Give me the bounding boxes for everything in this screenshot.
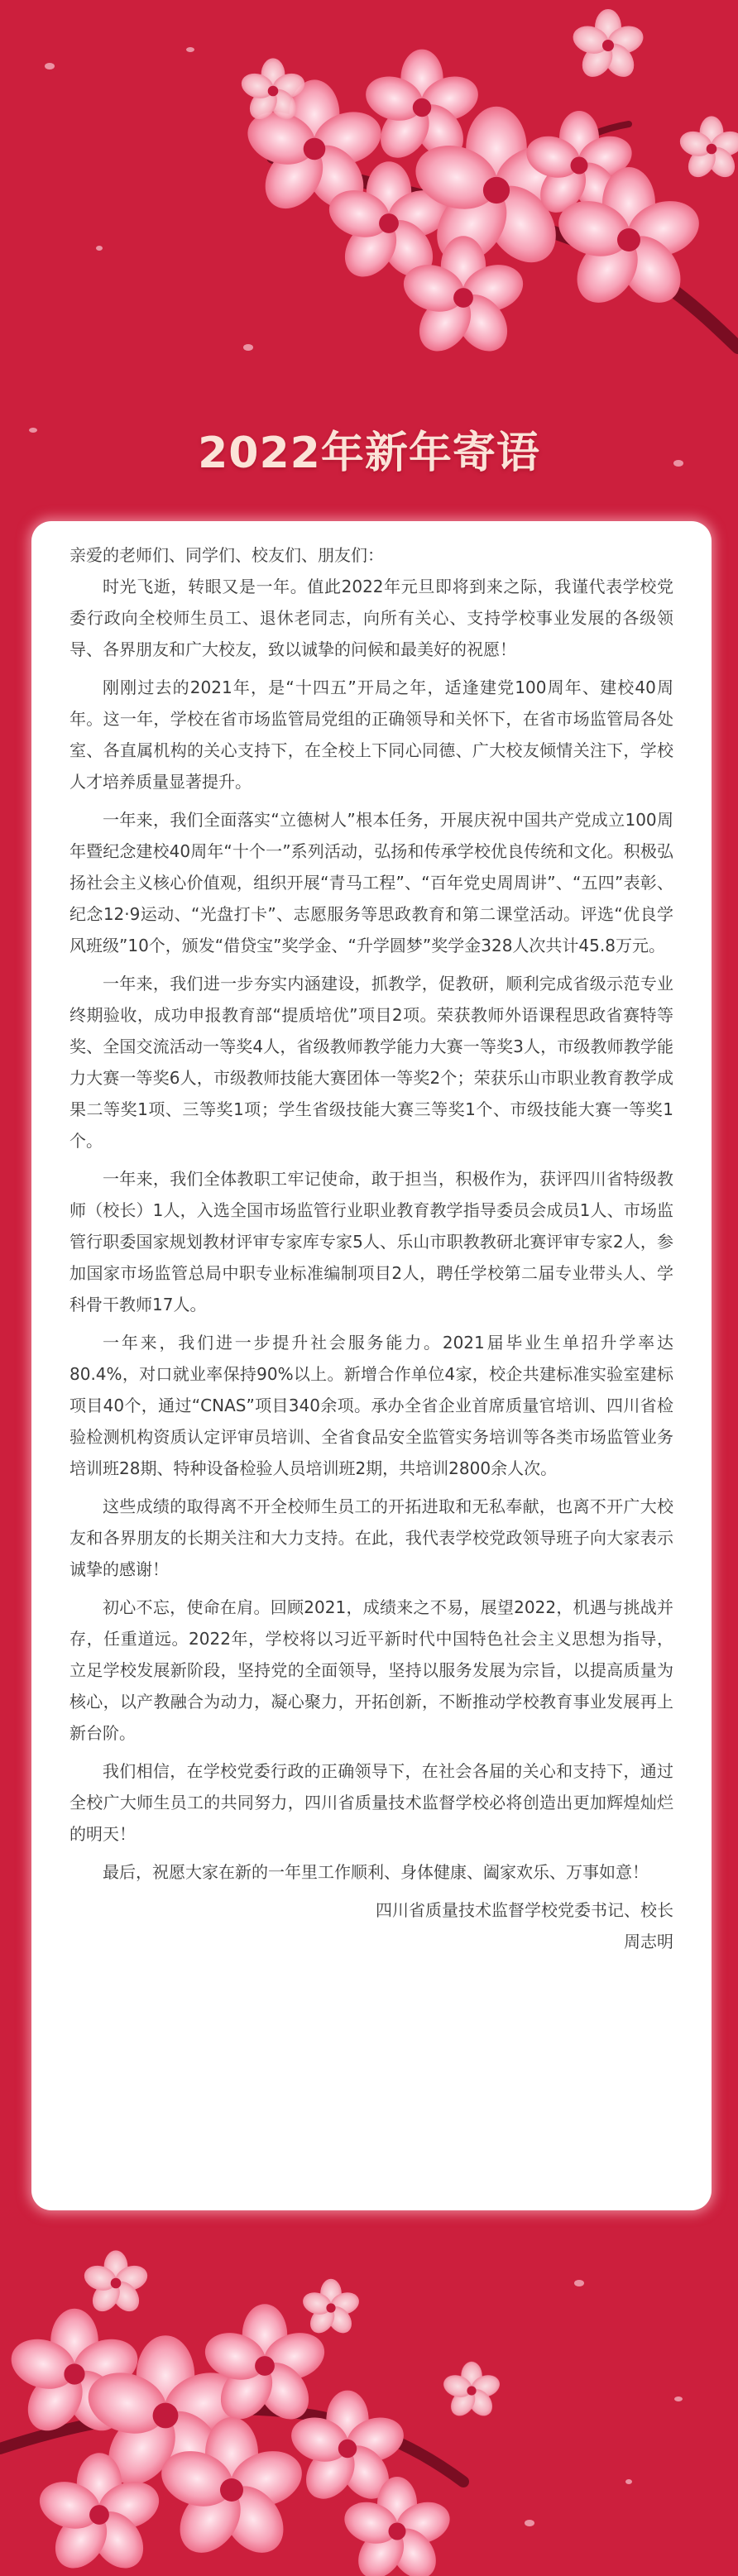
signature-name: 周志明: [624, 1932, 673, 1951]
paragraph: 一年来，我们全体教职工牢记使命，敢于担当，积极作为，获评四川省特级教师（校长）1人，入选全国市场监管行业职业教育教学指导委员会成员1人、市场监管行职委国家规划教材评审专家库专家5人、乐山市职教教研北赛评审专家2人，参加国家市场监管总局中职专业标准编制项目2人，聘任学校第二届专业带头人、学科骨干教师17人。: [69, 1169, 673, 1314]
paragraph: 最后，祝愿大家在新的一年里工作顺利、身体健康、阖家欢乐、万事如意！: [103, 1862, 649, 1882]
paragraph: 这些成绩的取得离不开全校师生员工的开拓进取和无私奉献，也离不开广大校友和各界朋友的长期关注和大力支持。在此，我代表学校党政领导班子向大家表示诚挚的感谢！: [69, 1496, 673, 1579]
paragraph: 一年来，我们进一步夯实内涵建设，抓教学，促教研，顺利完成省级示范专业终期验收，成功申报教育部“提质培优”项目2项。荣获教师外语课程思政省赛特等奖、全国交流活动一等奖4人，省级教师教学能力大赛一等奖3人，市级教师教学能力大赛一等奖6人，市级教师技能大赛团体一等奖2个；荣获乐山市职业教育教学成果二等奖1项、三等奖1项；学生省级技能大赛三等奖1个、市级技能大赛一等奖1个。: [69, 974, 673, 1151]
greeting: 亲爱的老师们、同学们、校友们、朋友们：: [69, 545, 384, 565]
paragraph: 一年来，我们进一步提升社会服务能力。2021届毕业生单招升学率达80.4%，对口就业率保持90%以上。新增合作单位4家，校企共建标准实验室建标项目40个，通过“CNAS”项目340余项。承办全省企业首席质量官培训、四川省检验检测机构资质认定评审员培训、全省食品安全监管实务培训等各类市场监管业务培训班28期、特种设备检验人员培训班2期，共培训2800余人次。: [69, 1333, 673, 1478]
paragraph: 时光飞逝，转眼又是一年。值此2022年元旦即将到来之际，我谨代表学校党委行政向全校师生员工、退休老同志，向所有关心、支持学校事业发展的各级领导、各界朋友和广大校友，致以诚挚的问候和最美好的祝愿！: [69, 577, 673, 659]
paragraph: 刚刚过去的2021年，是“十四五”开局之年，适逢建党100周年、建校40周年。这一年，学校在省市场监管局党组的正确领导和关怀下，在省市场监管局各处室、各直属机构的关心支持下，在全校上下同心同德、广大校友倾情关注下，学校人才培养质量显著提升。: [69, 678, 673, 792]
letter-card: [31, 521, 712, 2210]
signature-org: 四川省质量技术监督学校党委书记、校长: [376, 1900, 673, 1920]
paragraph: 一年来，我们全面落实“立德树人”根本任务，开展庆祝中国共产党成立100周年暨纪念建校40周年“十个一”系列活动，弘扬和传承学校优良传统和文化。积极弘扬社会主义核心价值观，组织开展“青马工程”、“百年党史周周讲”、“五四”表彰、纪念12·9运动、“光盘打卡”、志愿服务等思政教育和第二课堂活动。评选“优良学风班级”10个，颁发“借贷宝”奖学金、“升学圆梦”奖学金328人次共计45.8万元。: [69, 810, 673, 955]
page-title: 2022年新年寄语: [198, 429, 540, 478]
paragraph: 初心不忘，使命在肩。回顾2021，成绩来之不易，展望2022，机遇与挑战并存，任重道远。2022年，学校将以习近平新时代中国特色社会主义思想为指导，立足学校发展新阶段，坚持党的全面领导，坚持以服务发展为宗旨，以提高质量为核心，以产教融合为动力，凝心聚力，开拓创新，不断推动学校教育事业发展再上新台阶。: [69, 1597, 673, 1743]
paragraph: 我们相信，在学校党委行政的正确领导下，在社会各届的关心和支持下，通过全校广大师生员工的共同努力，四川省质量技术监督学校必将创造出更加辉煌灿烂的明天！: [69, 1761, 673, 1844]
